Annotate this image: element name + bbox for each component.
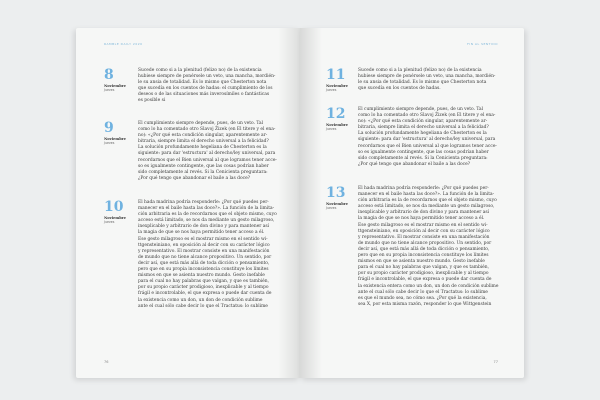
text-line: so es igualmente contingente, que las cosas podrían haber: [358, 149, 489, 155]
day-number: 13: [326, 185, 346, 201]
left-page: [76, 28, 300, 378]
text-line: recordarnos que el Bien universal al que logramos tener acce-: [138, 157, 277, 163]
text-line: decir así, que está más allá de toda dicción o pensamiento,: [138, 260, 270, 266]
text-line: ante el cual sólo cabe decir lo que el Tractatus: lo sublime: [138, 303, 268, 309]
text-line: inexplicable y arbitrario de don divino y para mantener así: [358, 210, 490, 216]
text-line: Sucede como si a la plenitud (felizo no) de la existencia: [138, 68, 262, 73]
text-line: sido completamente al revés. Si la Cenicienta preguntara:: [358, 155, 488, 161]
text-line: la existencia como un don, un don de condición sublime: [138, 297, 263, 303]
text-line: es que el mundo sea, no cómo sea. ¿Por qué la existencia,: [358, 295, 487, 301]
text-line: como lo ha comentado otro Slavoj Žizek (en El titere y el ena-: [138, 127, 276, 133]
text-line: para el cual no hay palabras que valgan, y que es también,: [358, 265, 489, 271]
text-line: bitraria, siempre limita el derecho universal a la felicidad?: [138, 139, 269, 145]
entry-date: [326, 68, 356, 92]
text-line: no): «¿Por qué esta condición singular, aparentemente ar-: [358, 119, 488, 125]
weekday-label: Jueves: [326, 88, 337, 92]
running-head: FIN AL SENTIDO: [467, 42, 498, 46]
text-line: y representativo. El mostrar consiste en una manifestación: [138, 248, 270, 254]
text-line: acceso está limitado, se nos da mediante un gesto milagroso,: [138, 218, 275, 224]
text-line: El cumplimiento siempre depende, pues, de un veto. Tal: [358, 107, 483, 112]
text-line: sido completamente al revés. Si la Cenicienta preguntara:: [138, 169, 268, 175]
entry-text: [358, 107, 506, 168]
text-line: bitraria, siempre limita el derecho universal a la felicidad?: [358, 125, 489, 131]
text-line: Sucede como si a la plenitud (felizo no) de la existencia: [358, 68, 482, 73]
text-line: El hada madrina podría responderle: ¿Por qué puedes per-: [358, 186, 489, 191]
month-label: Noviembre: [326, 202, 348, 206]
text-line: hubiese siempre de ponérsele un veto, una mancha, mordién-: [138, 74, 276, 80]
text-line: hubiese siempre de ponérsele un veto, una mancha, mordién-: [358, 74, 496, 80]
text-line: mismos en que se asienta nuestro mundo. Gesto inefable: [358, 259, 485, 265]
month-label: Noviembre: [326, 123, 348, 127]
day-number: 10: [104, 199, 124, 215]
text-line: ción arbitraria es la de recordarnos que el objeto mismo, cuyo: [358, 198, 497, 204]
text-line: El cumplimiento siempre depende, pues, de un veto. Tal: [138, 121, 263, 126]
text-line: acceso está limitado, se nos da mediante un gesto milagroso,: [358, 204, 495, 210]
right-page: [300, 28, 524, 378]
text-line: Ese gesto milagroso es el mostrar mismo en el sentido wi-: [358, 222, 488, 228]
text-line: la magia de que se nos haya permitido tener acceso a él.: [138, 230, 265, 236]
day-number: 9: [104, 120, 114, 136]
entry-date: [104, 121, 134, 145]
entry-text: [138, 200, 284, 310]
text-line: le su ansia de totalidad. Es lo mismo que Chesterton nota: [358, 80, 487, 86]
text-line: le su ansia de totalidad. Es lo mismo que Chesterton nota: [138, 80, 267, 86]
page-number: 77: [493, 360, 498, 364]
text-line: la magia de que se nos haya permitido tener acceso a él.: [358, 216, 485, 222]
month-label: Noviembre: [104, 137, 126, 141]
weekday-label: Jueves: [104, 220, 115, 224]
text-line: la existencia entera como un don, un don de condición sublime: [358, 283, 499, 289]
text-line: como lo ha comentado otro Slavoj Žizek (en El titere y el ena-: [358, 113, 496, 119]
text-line: de mundo que no tiene alcance propositivo. Un sentido, por: [358, 240, 492, 246]
entry-text: [138, 121, 284, 182]
text-line: so es igualmente contingente, que las cosas podrían haber: [138, 163, 269, 169]
text-line: que sucedía en los cuentos de hadas.: [358, 86, 441, 92]
text-line: deseos o de las situaciones más inverosímiles o fantásticas: [138, 92, 270, 98]
text-line: frágil e incontrolable, el que expresa o puede dar cuenta de: [138, 291, 272, 297]
text-line: ción arbitraria es la de recordarnos que el objeto mismo, cuyo: [138, 212, 277, 218]
text-line: ante el cual sólo cabe decir lo que el Tractatus: lo sublime: [358, 289, 488, 295]
month-label: Noviembre: [104, 216, 126, 220]
text-line: La solución profundamente hegeliana de Chesterton es la: [358, 131, 487, 137]
text-line: La solución profundamente hegeliana de Chesterton es la: [138, 145, 267, 151]
text-line: ¿Por qué tengo que abandonar el baile a las doce?: [358, 161, 471, 167]
gutter-shadow: [300, 28, 322, 378]
text-line: manecer en el baile hasta las doce?». La función de la limita-: [138, 206, 275, 212]
entry-date: [104, 200, 134, 224]
text-line: por su propio carácter prodigioso, inexplicable y al tiempo: [358, 271, 489, 277]
text-line: El hada madrina podría responderle: ¿Por qué puedes per-: [138, 200, 269, 205]
text-line: y representativo. El mostrar consiste en una manifestación: [358, 234, 490, 240]
day-number: 8: [104, 67, 114, 83]
weekday-label: Jueves: [326, 206, 337, 210]
text-line: mismos en que se asienta nuestro mundo. Gesto inefable: [138, 273, 265, 279]
month-label: Noviembre: [326, 84, 348, 88]
text-line: manecer en el baile hasta las doce?». La función de la limita-: [358, 192, 495, 198]
text-line: siguiente: para dar 'estructura' al derecho/ley universal, para: [358, 137, 496, 143]
text-line: por su propio carácter prodigioso, inexplicable y al tiempo: [138, 285, 269, 291]
entry-date: [326, 186, 356, 210]
text-line: pero que en su propia inconsistencia constituye los límites: [138, 267, 269, 273]
text-line: de mundo que no tiene alcance propositivo. Un sentido, por: [138, 254, 272, 260]
text-line: ttgensteiniano, en oposición al decir con su carácter lógico: [138, 242, 270, 248]
text-line: que sucedía en los cuentos de hadas: el cumplimiento de los: [138, 86, 273, 92]
entry-text: [138, 68, 284, 105]
text-line: ttgensteiniano, en oposición al decir con su carácter lógico: [358, 228, 490, 234]
text-line: Ese gesto milagroso es el mostrar mismo en el sentido wi-: [138, 236, 268, 242]
text-line: es posible si: [138, 98, 166, 104]
entry-text: [358, 186, 506, 308]
month-label: Noviembre: [104, 84, 126, 88]
entry-date: [326, 107, 356, 131]
text-line: sea X, por esta misma razón, responder lo que Wittgenstein: [358, 301, 492, 307]
text-line: siguiente: para dar 'estructura' al derecho/ley universal, para: [138, 151, 276, 157]
entry-text: [358, 68, 506, 92]
weekday-label: Jueves: [326, 127, 337, 131]
entry-date: [104, 68, 134, 92]
running-head: RAMBLE DAILY 2020: [104, 42, 143, 46]
weekday-label: Jueves: [104, 88, 115, 92]
text-line: recordarnos que el Bien universal al que logramos tener acce-: [358, 143, 497, 149]
page-number: 76: [104, 360, 109, 364]
weekday-label: Jueves: [104, 141, 115, 145]
text-line: frágil e incontrolable, el que expresa o puede dar cuenta de: [358, 277, 492, 283]
text-line: decir así, que está más allá de toda dicción o pensamiento,: [358, 246, 490, 252]
day-number: 12: [326, 106, 346, 122]
text-line: no): «¿Por qué esta condición singular, aparentemente ar-: [138, 133, 268, 139]
text-line: para el cual no hay palabras que valgan, y que es también,: [138, 279, 269, 285]
text-line: pero que en su propia inconsistencia constituye los límites: [358, 253, 489, 259]
text-line: inexplicable y arbitrario de don divino y para mantener así: [138, 224, 270, 230]
day-number: 11: [326, 67, 346, 83]
text-line: ¿Por qué tengo que abandonar el baile a las doce?: [138, 175, 251, 181]
